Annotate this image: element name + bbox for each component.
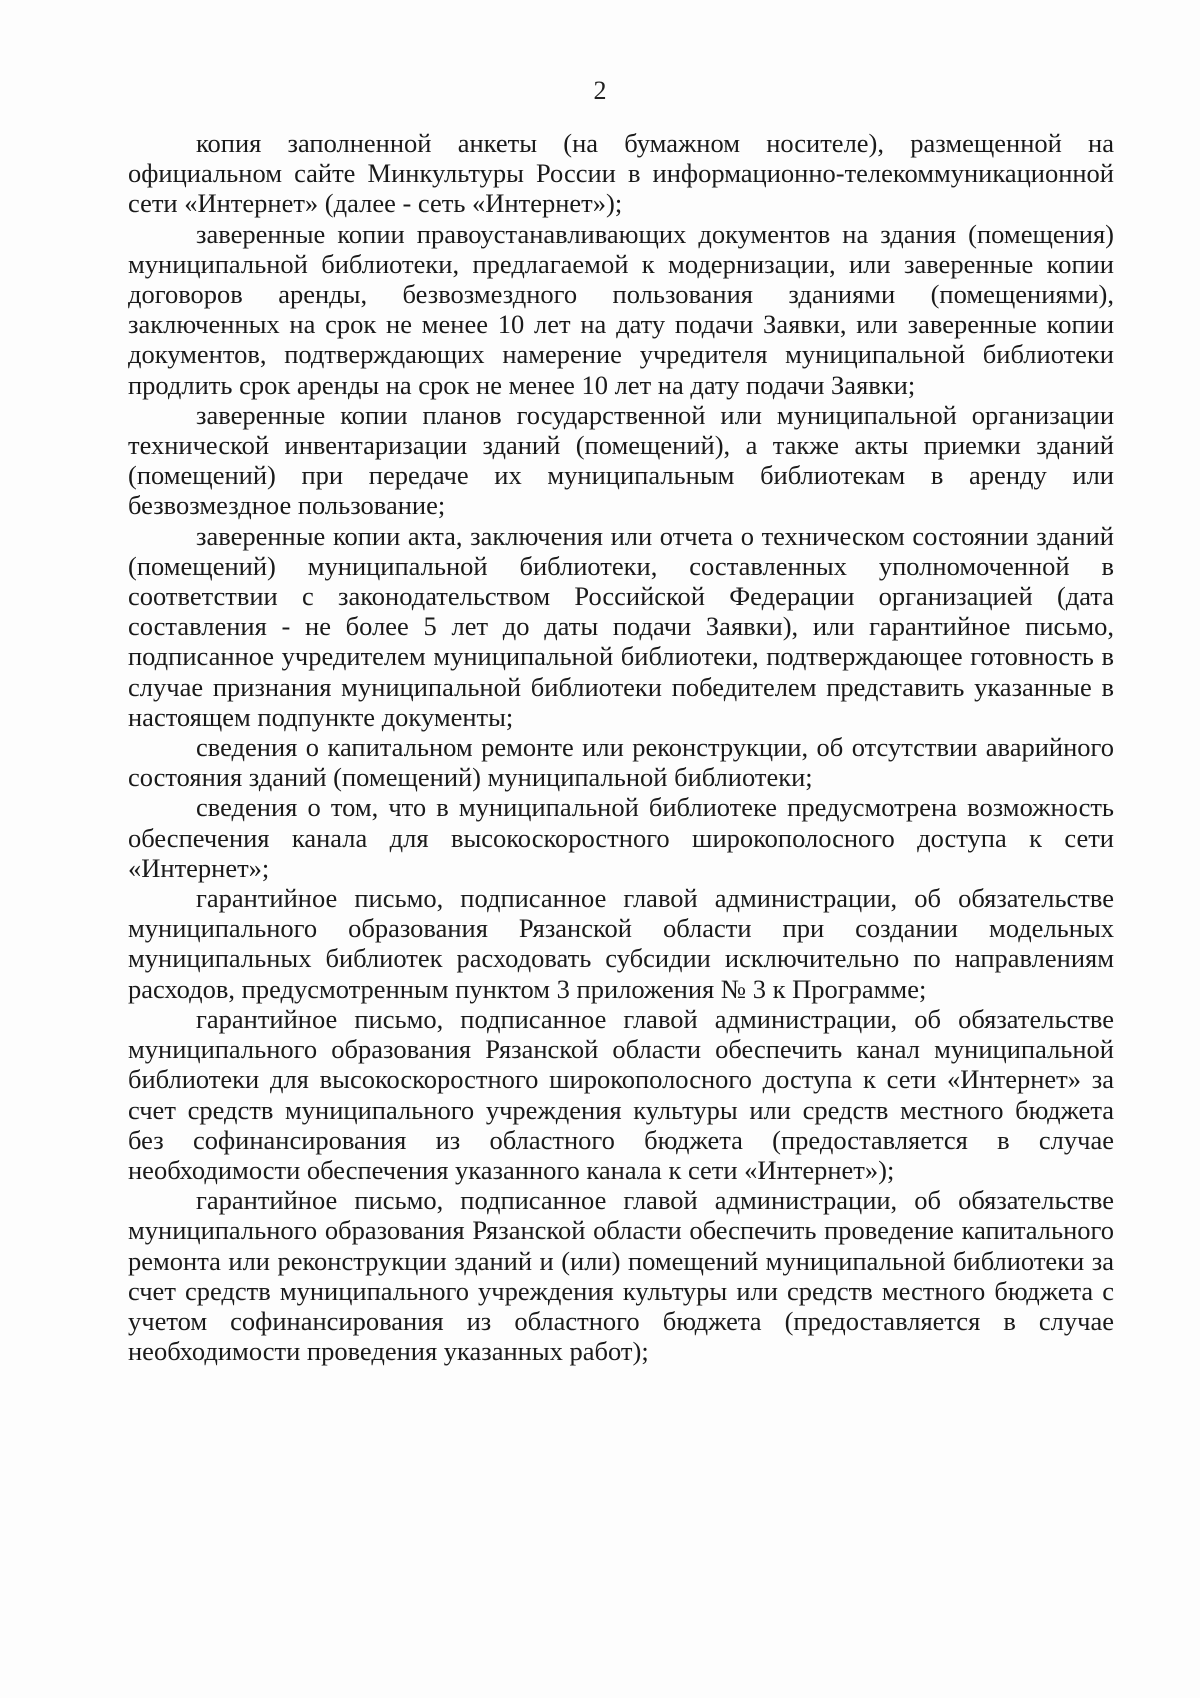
page-number: 2 [593, 76, 607, 105]
paragraph-title-documents: заверенные копии правоустанавливающих документов на здания (помещения) муниципальной библиотеки, предлагаемой к модернизации, или заверенные копии договоров аренды, безвозмездного пользования зданиями (помещениями), заключенных на срок не менее 10 лет на дату подачи Заявки, или заверенные копии документов, подтверждающих намерение учредителя муниципальной библиотеки продлить срок аренды на срок не менее 10 лет на дату подачи Заявки; [128, 218, 1114, 400]
paragraph-internet-guarantee: гарантийное письмо, подписанное главой администрации, об обязательстве муниципального образования Рязанской области обеспечить канал муниципальной библиотеки для высокоскоростного широкополосного доступа к сети «Интернет» за счет средств муниципального учреждения культуры или средств местного бюджета без софинансирования из областного бюджета (предоставляется в случае необходимости обеспечения указанного канала к сети «Интернет»); [128, 1003, 1114, 1185]
paragraph-inventory-plans: заверенные копии планов государственной или муниципальной организации технической инвентаризации зданий (помещений), а также акты приемки зданий (помещений) при передаче их муниципальным библиотекам в аренду или безвозмездное пользование; [128, 399, 1114, 521]
paragraph-internet-capability: сведения о том, что в муниципальной библиотеке предусмотрена возможность обеспечения канала для высокоскоростного широкополосного доступа к сети «Интернет»; [128, 792, 1114, 883]
paragraph-questionnaire-copy: копия заполненной анкеты (на бумажном носителе), размещенной на официальном сайте Минкультуры России в информационно-телекоммуникационной сети «Интернет» (далее - сеть «Интернет»); [128, 128, 1114, 219]
paragraph-repair-info: сведения о капитальном ремонте или реконструкции, об отсутствии аварийного состояния зданий (помещений) муниципальной библиотеки; [128, 732, 1114, 793]
document-body [128, 128, 1114, 1366]
paragraph-subsidy-guarantee: гарантийное письмо, подписанное главой администрации, об обязательстве муниципального образования Рязанской области при создании модельных муниципальных библиотек расходовать субсидии исключительно по направлениям расходов, предусмотренным пунктом 3 приложения № 3 к Программе; [128, 883, 1114, 1004]
paragraph-repair-guarantee: гарантийное письмо, подписанное главой администрации, об обязательстве муниципального образования Рязанской области обеспечить проведение капитального ремонта или реконструкции зданий и (или) помещений муниципальной библиотеки за счет средств муниципального учреждения культуры или средств местного бюджета с учетом софинансирования из областного бюджета (предоставляется в случае необходимости проведения указанных работ); [128, 1185, 1114, 1367]
paragraph-technical-condition: заверенные копии акта, заключения или отчета о техническом состоянии зданий (помещений) муниципальной библиотеки, составленных уполномоченной в соответствии с законодательством Российской Федерации организацией (дата составления - не более 5 лет до даты подачи Заявки), или гарантийное письмо, подписанное учредителем муниципальной библиотеки, подтверждающее готовность в случае признания муниципальной библиотеки победителем представить указанные в настоящем подпункте документы; [128, 520, 1114, 732]
